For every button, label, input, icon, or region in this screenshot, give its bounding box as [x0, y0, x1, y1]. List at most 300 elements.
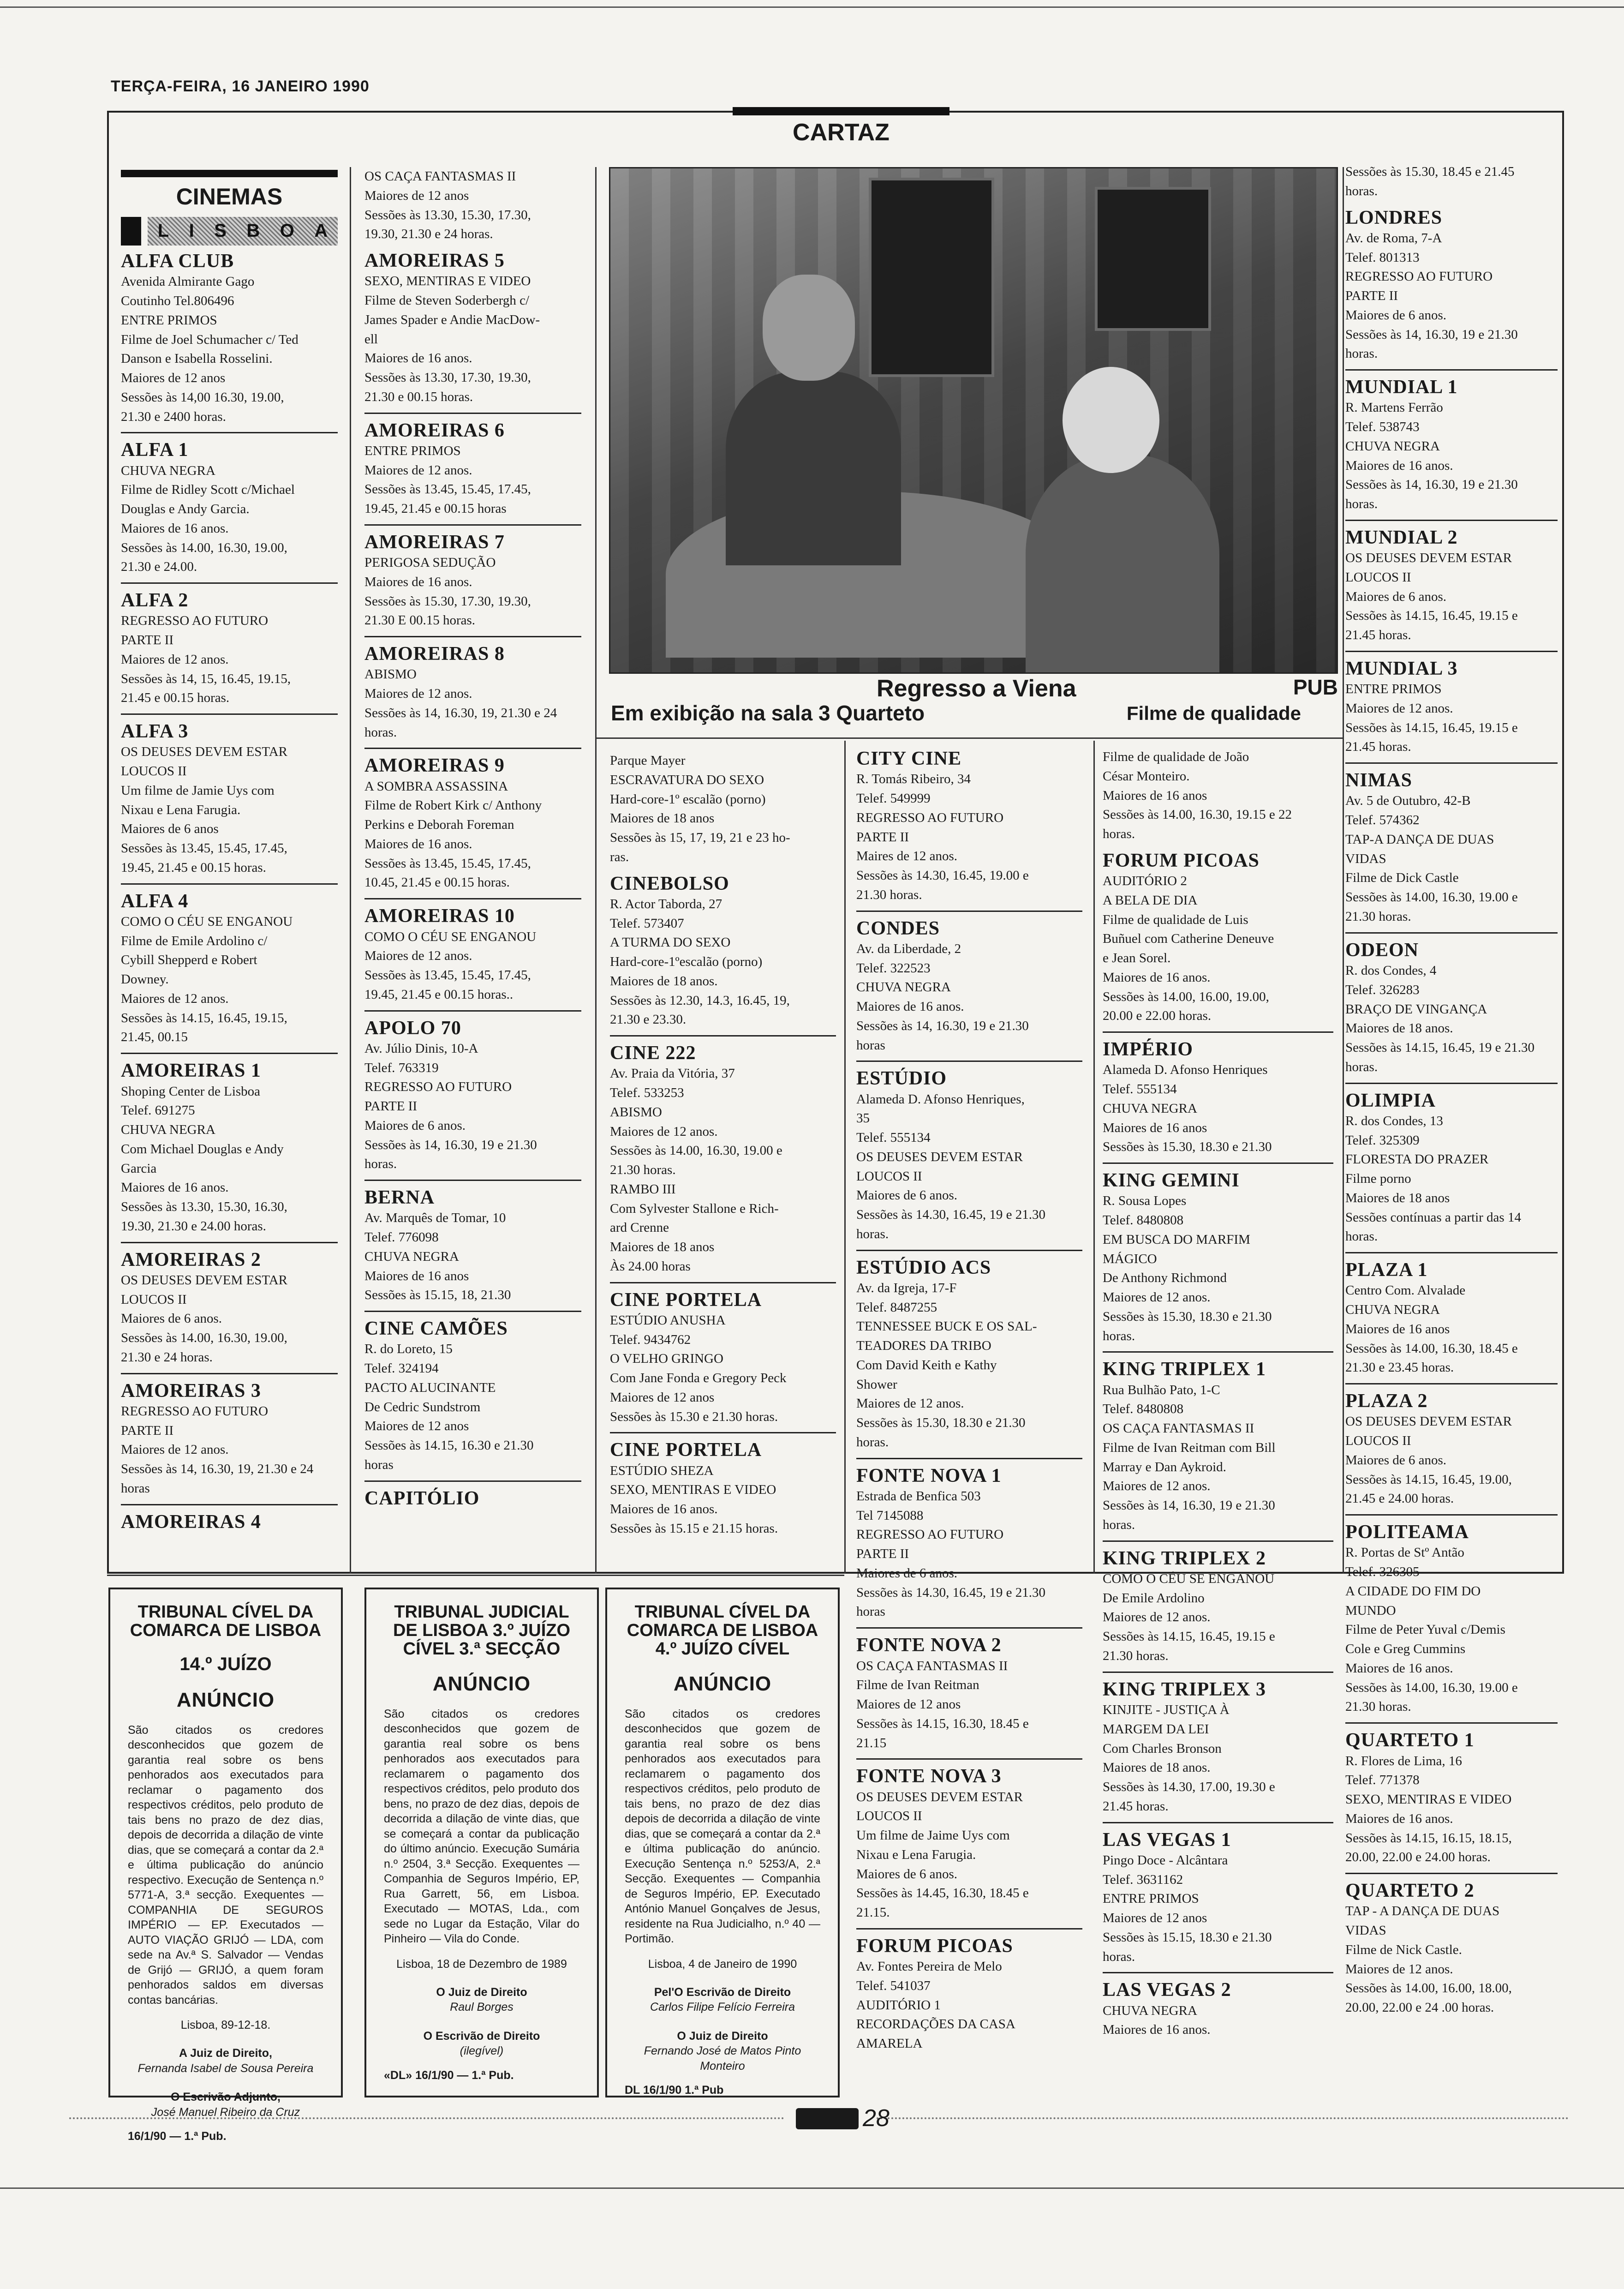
listing-line: Sessões às 14.00, 16.30, 19.00 e	[1345, 1680, 1518, 1695]
listing-line: 21.45, 00.15	[121, 1030, 188, 1045]
listing-line: Telef. 541037	[856, 1978, 931, 1993]
listing-line: Sessões às 14.45, 16.30, 18.45 e	[856, 1886, 1029, 1901]
listing-line: Maiores de 16 anos	[1103, 788, 1207, 803]
listing-line: 19.45, 21.45 e 00.15 horas.	[121, 860, 266, 875]
listing-line: Sessões às 14.30, 16.45, 19 e 21.30	[856, 1207, 1046, 1222]
listing-line: CHUVA NEGRA	[121, 463, 215, 478]
listing-line: Filme de Nick Castle.	[1345, 1942, 1462, 1957]
listing-line: Sessões às 14.00, 16.30, 19.15 e 22	[1103, 807, 1292, 822]
cinema-entry	[1345, 1252, 1558, 1378]
photo-woman-head	[1063, 367, 1159, 473]
cinema-entry	[1345, 207, 1558, 364]
listing-line: Sessões às 14.15, 16.30, 18.45 e	[856, 1716, 1029, 1731]
cinema-entry	[856, 1627, 1082, 1753]
cinema-entry	[856, 1061, 1082, 1244]
listing-line: Sessões às 13.30, 17.30, 19.30,	[364, 370, 531, 385]
listing-line: 19.45, 21.45 e 00.15 horas	[364, 501, 507, 516]
listing-line: horas.	[1103, 827, 1135, 841]
listing-line: Maiores de 12 anos.	[1103, 1290, 1211, 1305]
listing-line: Maiores de 6 anos.	[1345, 307, 1447, 323]
cinema-entry	[121, 713, 338, 878]
listing-line: COMO O CÉU SE ENGANOU	[364, 929, 537, 944]
cinema-name: AMOREIRAS 7	[364, 531, 505, 553]
listing-line: Maiores de 12 anos.	[121, 1442, 229, 1457]
listing-line: R. dos Condes, 13	[1345, 1113, 1443, 1128]
listing-line: MÁGICO	[1103, 1251, 1157, 1266]
listing-line: César Monteiro.	[1103, 768, 1190, 784]
cinema-entry	[856, 748, 1082, 905]
listing-line: Sessões às 15, 17, 19, 21 e 23 ho-	[610, 830, 790, 845]
cinema-name: PLAZA 2	[1345, 1390, 1428, 1412]
listing-line: Alameda D. Afonso Henriques	[1103, 1062, 1268, 1078]
listing-line: TENNESSEE BUCK E OS SAL-	[856, 1319, 1037, 1334]
listing-line: Telef. 549999	[856, 791, 931, 806]
listing-line: Av. de Roma, 7-A	[1345, 230, 1442, 246]
listing-line: Maiores de 12 anos.	[1345, 701, 1453, 716]
listing-line: 21.30 e 24.00.	[121, 559, 197, 575]
listing-line: Avenida Almirante Gago	[121, 274, 255, 289]
listing-line: 21.45 horas.	[1103, 1798, 1169, 1814]
cinema-name: CINE CAMÕES	[364, 1318, 508, 1340]
listing-line: horas.	[1345, 497, 1378, 512]
cinema-name: QUARTETO 2	[1345, 1880, 1475, 1902]
listing-line: MUNDO	[1345, 1603, 1396, 1618]
listing-line: Sessões às 14.00, 16.00, 18.00,	[1345, 1981, 1512, 1996]
listing-line: Parque Mayer	[610, 753, 686, 768]
listing-line: Cybill Shepperd e Robert	[121, 953, 257, 968]
quality-note: Filme de qualidade	[1126, 702, 1301, 724]
region-letter: O	[280, 221, 294, 241]
listing-line: Filme de Dick Castle	[1345, 870, 1459, 886]
listing-line: CHUVA NEGRA	[364, 1249, 459, 1264]
cinema-name: AMOREIRAS 4	[121, 1511, 261, 1533]
listing-line: Telef. 8480808	[1103, 1402, 1184, 1417]
listing-line: Filme de Robert Kirk c/ Anthony	[364, 798, 542, 813]
listing-line: Sessões às 15.15 e 21.15 horas.	[610, 1521, 778, 1536]
cinema-entry-continued	[1345, 162, 1558, 201]
listing-line: OS DEUSES DEVEM ESTAR	[1345, 1414, 1512, 1429]
listing-line: Um filme de Jamie Uys com	[121, 783, 275, 798]
cinema-entry-continued	[610, 751, 836, 867]
listing-line: VIDAS	[1345, 1923, 1386, 1938]
listing-line: Telef. 3631162	[1103, 1872, 1183, 1887]
listing-line: Filme de Ridley Scott c/Michael	[121, 482, 295, 497]
cinema-name: AMOREIRAS 8	[364, 643, 505, 665]
listing-line: Sessões às 14, 16.30, 19, 21.30 e 24	[121, 1462, 314, 1477]
cinema-name: FONTE NOVA 2	[856, 1635, 1002, 1656]
listing-line: A BELA DE DIA	[1103, 893, 1198, 908]
listing-line: OS DEUSES DEVEM ESTAR	[121, 744, 288, 760]
listing-line: Av. Fontes Pereira de Melo	[856, 1959, 1002, 1974]
listing-line: Sessões às 14.15, 16.45, 19.15 e	[1103, 1629, 1275, 1644]
listing-line: Maiores de 12 anos	[121, 371, 226, 386]
photo-soldier-head	[763, 275, 855, 381]
listing-line: Maiores de 6 anos.	[856, 1866, 958, 1882]
listing-line: LOUCOS II	[1345, 1433, 1411, 1449]
listing-line: Estrada de Benfica 503	[856, 1488, 981, 1504]
listing-line: De Emile Ardolino	[1103, 1590, 1205, 1606]
region-letter: I	[189, 221, 194, 241]
region-letter: L	[157, 221, 169, 241]
listing-line: AMARELA	[856, 2036, 923, 2051]
notice-heading: ANÚNCIO	[432, 1672, 531, 1695]
cinema-entry	[121, 1373, 338, 1498]
notice-signature	[128, 2046, 323, 2076]
listing-line: Sessões às 14, 16.30, 19 e 21.30	[1345, 477, 1518, 492]
cinema-entry	[610, 873, 836, 1030]
cinema-name: APOLO 70	[364, 1017, 461, 1039]
column-6	[1345, 162, 1558, 2023]
listing-line: Telef. 324194	[364, 1361, 439, 1376]
listing-line: 21.45 e 24.00 horas.	[1345, 1491, 1454, 1506]
listing-line: Maiores de 16 anos.	[1103, 970, 1211, 985]
notice-court: TRIBUNAL CÍVEL DA COMARCA DE LISBOA 4.º JUÍZO CÍVEL	[627, 1602, 818, 1659]
listing-line: James Spader e Andie MacDow-	[364, 312, 540, 327]
listing-line: Maiores de 12 anos.	[121, 991, 229, 1006]
listing-line: Telef. 574362	[1345, 813, 1420, 828]
cinema-entry	[1103, 1351, 1333, 1534]
cinema-name: QUARTETO 1	[1345, 1730, 1475, 1751]
listing-line: CHUVA NEGRA	[1345, 1302, 1440, 1318]
listing-line: Sessões às 14.15, 16.45, 19 e 21.30	[1345, 1040, 1535, 1055]
listing-line: Nixau e Lena Farugia.	[856, 1847, 976, 1862]
listing-line: Maiores de 12 anos.	[121, 652, 229, 667]
listing-line: R. Tomás Ribeiro, 34	[856, 772, 971, 787]
listing-line: A TURMA DO SEXO	[610, 935, 731, 950]
listing-line: Sessões às 15.30, 18.45 e 21.45	[1345, 164, 1515, 179]
listing-line: horas.	[1103, 1949, 1135, 1964]
region-band	[121, 217, 338, 246]
listing-line: De Anthony Richmond	[1103, 1270, 1227, 1286]
listing-line: PARTE II	[121, 1423, 174, 1438]
listing-line: Sessões às 14, 16.30, 19 e 21.30	[856, 1018, 1029, 1033]
listing-line: 21.30 horas.	[610, 1162, 676, 1178]
listing-line: Maiores de 12 anos.	[364, 686, 472, 701]
cinema-name: AMOREIRAS 6	[364, 419, 505, 441]
listing-line: Telef. 555134	[856, 1130, 931, 1145]
court-notice	[605, 1588, 840, 2097]
listing-line: ESTÚDIO ANUSHA	[610, 1312, 726, 1328]
cinema-name: LONDRES	[1345, 207, 1443, 228]
notice-publication: DL 16/1/90 1.ª Pub	[625, 2084, 724, 2097]
listing-line: LOUCOS II	[856, 1809, 922, 1824]
listing-line: TAP - A DANÇA DE DUAS	[1345, 1904, 1500, 1919]
listing-line: Maiores de 12 anos	[1103, 1911, 1207, 1926]
listing-line: 21.45 e 00.15 horas.	[121, 690, 230, 706]
listing-line: Perkins e Deborah Foreman	[364, 817, 514, 833]
listing-line: SEXO, MENTIRAS E VIDEO	[610, 1482, 776, 1498]
cinema-name: ALFA CLUB	[121, 251, 234, 272]
cinema-name: KING TRIPLEX 1	[1103, 1359, 1266, 1380]
notice-body: São citados os credores desconhecidos que gozem de garantia real sobre os bens penhorados aos executados para reclamar o pagamento dos respectivos créditos, pelo produto de tais bens no prazo de dez dias, depois de decorrida a dilação de vinte dias, que se começará a contar da 2.ª e última publicação do anúncio respectivo. Execução de Sentença n.º 5771-A, 3.ª secção. Exequentes — COMPANHIA DE SEGUROS IMPÉRIO — EP. Executados — AUTO VIAÇÃO GRIJÓ — LDA, com sede na Av.ª S. Salvador — Vendas de Grijó — GRIJÓ, a quem foram penhorados saldos em diversas contas bancárias.	[128, 1723, 323, 2007]
cinema-entry	[364, 636, 581, 742]
cinema-name: AMOREIRAS 9	[364, 755, 505, 777]
listing-line: Maiores de 16 anos.	[1345, 1660, 1453, 1676]
listing-line: Telef. 8480808	[1103, 1213, 1184, 1228]
listing-line: BRAÇO DE VINGANÇA	[1345, 1001, 1487, 1017]
listing-line: Telef. 691275	[121, 1103, 195, 1118]
listing-line: Às 24.00 horas	[610, 1258, 691, 1274]
listing-line: horas.	[856, 1434, 889, 1450]
listing-line: Danson e Isabella Rosselini.	[121, 351, 273, 366]
listing-line: Marray e Dan Aykroid.	[1103, 1459, 1226, 1474]
listing-line: Av. da Liberdade, 2	[856, 941, 961, 956]
cinema-name: ODEON	[1345, 939, 1419, 961]
listing-line: AUDITÓRIO 2	[1103, 874, 1187, 889]
cinema-entry	[1345, 762, 1558, 927]
cinema-name: PLAZA 1	[1345, 1259, 1428, 1281]
listing-line: Maiores de 12 anos.	[1103, 1610, 1211, 1625]
notice-body: São citados os credores desconhecidos que gozem de garantia real sobre os bens penhorados aos executados para reclamarem o pagamento dos respectivos créditos, pelo produto de tais bens, no prazo de dez dias depois de decorrida a dilação de vinte dias, que se começará a contar da 2.ª e última publicação do anúncio. Execução Sentença n.º 5253/A, 2.ª Secção. Exequentes — Companhia de Seguros Império, EP. Executado António Manuel Gonçalves de Jesus, residente na Rua Judicialho, n.º 40 — Portimão.	[625, 1707, 820, 1946]
listing-line: AUDITÓRIO 1	[856, 1997, 941, 2013]
listing-line: 35	[856, 1111, 870, 1126]
listing-line: PARTE II	[856, 1546, 909, 1562]
cinema-name: MUNDIAL 1	[1345, 377, 1458, 398]
cinema-name: KING TRIPLEX 2	[1103, 1547, 1266, 1569]
cinema-entry	[1103, 1162, 1333, 1346]
listing-line: Hard-core-1ºescalão (porno)	[610, 954, 763, 970]
listing-line: 19.30, 21.30 e 24 horas.	[364, 227, 493, 242]
listing-line: Maiores de 16 anos.	[121, 1180, 229, 1195]
listing-line: Sessões às 14.00, 16.30, 19.00 e	[1345, 890, 1518, 905]
cinema-name: MUNDIAL 2	[1345, 527, 1458, 548]
listing-line: Maiores de 18 anos	[610, 811, 715, 826]
listing-line: Com Jane Fonda e Gregory Peck	[610, 1371, 787, 1386]
listing-line: PERIGOSA SEDUÇÃO	[364, 555, 496, 570]
listing-line: Maiores de 16 anos.	[364, 836, 472, 851]
signature-role: A Juiz de Direito,	[179, 2047, 272, 2060]
listing-line: Sessões às 14.00, 16.30, 19.00,	[121, 540, 287, 555]
cinema-name: FONTE NOVA 1	[856, 1465, 1002, 1486]
cinema-entry	[856, 1758, 1082, 1923]
cinema-entry	[1345, 1873, 1558, 2018]
listing-line: 20.00 e 22.00 horas.	[1103, 1008, 1212, 1024]
cinema-entry	[364, 1180, 581, 1305]
cinema-name: ALFA 3	[121, 721, 189, 743]
listing-line: Maiores de 16 anos	[1103, 1120, 1207, 1135]
listing-line: REGRESSO AO FUTURO	[364, 1079, 512, 1095]
listing-line: 20.00, 22.00 e 24 .00 horas.	[1345, 2000, 1494, 2015]
listing-line: Telef. 555134	[1103, 1082, 1177, 1097]
cinema-name: ESTÚDIO	[856, 1068, 947, 1090]
listing-line: CHUVA NEGRA	[1103, 1101, 1197, 1116]
listing-line: Buñuel com Catherine Deneuve	[1103, 931, 1274, 947]
cinema-entry	[1103, 1031, 1333, 1157]
cinema-name: POLITEAMA	[1345, 1522, 1469, 1543]
listing-line: Garcia	[121, 1161, 157, 1176]
listing-line: 21.30 e 00.15 horas.	[364, 389, 473, 404]
listing-line: Av. da Igreja, 17-F	[856, 1280, 957, 1295]
listing-line: Filme de Joel Schumacher c/ Ted	[121, 332, 299, 347]
listing-line: Sessões às 12.30, 14.3, 16.45, 19,	[610, 993, 790, 1008]
column-3	[610, 751, 836, 1544]
listing-line: 21.30 E 00.15 horas.	[364, 613, 476, 628]
listing-line: Maiores de 6 anos.	[856, 1188, 958, 1203]
notice-heading: ANÚNCIO	[673, 1672, 772, 1695]
listing-line: Sessões às 14, 16.30, 19, 21.30 e 24	[364, 705, 557, 720]
listing-line: 21.30 e 24 horas.	[121, 1349, 213, 1365]
cinema-name: LAS VEGAS 1	[1103, 1829, 1231, 1851]
signature-name: Carlos Filipe Felício Ferreira	[650, 2001, 795, 2014]
listing-line: Maiores de 18 anos.	[1103, 1760, 1211, 1775]
listing-line: Com Sylvester Stallone e Rich-	[610, 1201, 779, 1216]
listing-line: Maiores de 16 anos.	[1345, 458, 1453, 473]
listing-line: CHUVA NEGRA	[856, 980, 951, 995]
listing-line: R. Actor Taborda, 27	[610, 896, 722, 911]
listing-line: horas.	[1345, 183, 1378, 198]
listing-line: R. dos Condes, 4	[1345, 963, 1437, 978]
listing-line: Telef. 763319	[364, 1060, 439, 1075]
listing-line: 21.30 horas.	[1345, 909, 1411, 924]
listing-line: Sessões às 14, 16.30, 19 e 21.30	[1345, 327, 1518, 342]
listing-line: EM BUSCA DO MARFIM	[1103, 1232, 1250, 1247]
listing-line: OS CAÇA FANTASMAS II	[364, 169, 516, 184]
listing-line: Maiores de 12 anos.	[1103, 1479, 1211, 1494]
listing-line: 19.30, 21.30 e 24.00 horas.	[121, 1218, 266, 1234]
listing-line: Av. Marquês de Tomar, 10	[364, 1210, 506, 1226]
listing-line: LOUCOS II	[121, 764, 187, 779]
column-2	[364, 167, 581, 1515]
listing-line: OS DEUSES DEVEM ESTAR	[121, 1272, 288, 1288]
listing-line: Telef. 9434762	[610, 1332, 691, 1347]
listing-line: Cole e Greg Cummins	[1345, 1642, 1466, 1657]
listing-line: CHUVA NEGRA	[121, 1122, 215, 1138]
column-rule	[595, 167, 597, 1574]
cinema-name: OLIMPIA	[1345, 1090, 1436, 1111]
listing-line: Sessões às 13.45, 15.45, 17.45,	[364, 968, 531, 983]
listing-line: PARTE II	[121, 633, 174, 648]
listing-line: Sessões às 14, 16.30, 19 e 21.30	[364, 1137, 537, 1152]
cinema-name: AMOREIRAS 2	[121, 1249, 261, 1270]
listing-line: O VELHO GRINGO	[610, 1351, 723, 1366]
cinema-entry	[610, 1432, 836, 1538]
listing-line: Sessões às 15.30 e 21.30 horas.	[610, 1409, 778, 1424]
listing-line: Maiores de 12 anos	[364, 188, 469, 203]
cinema-name: CITY CINE	[856, 748, 961, 769]
listing-line: Maiores de 16 anos.	[121, 521, 229, 536]
listing-line: R. Sousa Lopes	[1103, 1193, 1187, 1209]
listing-line: Maiores de 12 anos.	[1345, 1961, 1453, 1977]
cinema-entry	[121, 1504, 338, 1533]
listing-line: horas.	[364, 1156, 397, 1172]
listing-line: Pingo Doce - Alcântara	[1103, 1852, 1228, 1868]
listing-line: horas	[856, 1037, 885, 1053]
listing-line: horas.	[856, 1226, 889, 1241]
listing-line: Maiores de 16 anos.	[364, 351, 472, 366]
listing-line: Sessões às 14.15, 16.45, 19.15,	[121, 1010, 287, 1025]
signature-name: (ilegível)	[460, 2044, 504, 2058]
listing-line: Com David Keith e Kathy	[856, 1357, 997, 1372]
listing-line: SEXO, MENTIRAS E VIDEO	[364, 274, 531, 289]
listing-line: 19.45, 21.45 e 00.15 horas..	[364, 987, 513, 1002]
listing-line: Sessões às 14, 16.30, 19 e 21.30	[1103, 1498, 1275, 1513]
listing-line: horas	[364, 1457, 394, 1472]
listing-line: Telef. 801313	[1345, 250, 1420, 265]
listing-line: Telef. 326305	[1345, 1564, 1420, 1580]
cinema-name: FONTE NOVA 3	[856, 1766, 1002, 1787]
listing-line: Rua Bulhão Pato, 1-C	[1103, 1382, 1220, 1397]
listing-line: Telef. 533253	[610, 1085, 684, 1101]
cinema-name: ALFA 2	[121, 590, 189, 611]
photo-window	[869, 178, 994, 377]
listing-line: Sessões às 14.30, 16.45, 19 e 21.30	[856, 1585, 1046, 1600]
cinema-entry	[856, 1458, 1082, 1622]
listing-line: Telef. 573407	[610, 916, 684, 931]
cinema-entry	[856, 1250, 1082, 1452]
column-rule	[1343, 167, 1344, 1574]
cinema-entry	[364, 1480, 581, 1510]
cinema-name: AMOREIRAS 3	[121, 1380, 261, 1402]
cinema-entry	[364, 250, 581, 407]
cinema-entry	[1345, 520, 1558, 645]
listing-line: 21.30 e 23.30.	[610, 1012, 687, 1027]
listing-line: Sessões às 15.30, 18.30 e 21.30	[856, 1415, 1026, 1431]
listing-line: REGRESSO AO FUTURO	[121, 613, 269, 629]
cinema-name: FORUM PICOAS	[856, 1935, 1013, 1957]
cinema-entry	[121, 1242, 338, 1367]
cinema-entry	[1345, 1383, 1558, 1509]
notice-signature	[625, 1985, 820, 2015]
cinema-entry	[1345, 1514, 1558, 1717]
cinema-name: ALFA 4	[121, 890, 189, 912]
listing-line: ESTÚDIO SHEZA	[610, 1463, 714, 1478]
notice-publication: «DL» 16/1/90 — 1.ª Pub.	[384, 2068, 514, 2082]
cinema-name: NIMAS	[1345, 770, 1413, 791]
cinema-name: AMOREIRAS 1	[121, 1060, 261, 1082]
listing-line: COMO O CÉU SE ENGANOU	[1103, 1571, 1275, 1586]
listing-line: RAMBO III	[610, 1181, 676, 1197]
cinema-entry	[121, 883, 338, 1048]
listing-line: Sessões às 14.00, 16.30, 18.45 e	[1345, 1341, 1518, 1356]
listing-line: ENTRE PRIMOS	[1103, 1891, 1199, 1906]
listing-line: Sessões às 15.30, 17.30, 19.30,	[364, 593, 531, 609]
listing-line: Telef. 8487255	[856, 1300, 937, 1315]
listing-line: 21.30 e 2400 horas.	[121, 409, 226, 424]
signature-name: Fernanda Isabel de Sousa Pereira	[137, 2061, 314, 2075]
listing-line: Filme de Steven Soderbergh c/	[364, 293, 530, 308]
listing-line: VIDAS	[1345, 851, 1386, 866]
column-rule	[350, 167, 351, 1574]
listing-line: CHUVA NEGRA	[1345, 438, 1440, 454]
cinema-name: IMPÉRIO	[1103, 1039, 1193, 1061]
photo-caption	[609, 675, 1338, 729]
signature-name: José Manuel Ribeiro da Cruz	[151, 2105, 300, 2119]
page-date: TERÇA-FEIRA, 16 JANEIRO 1990	[111, 78, 370, 95]
listing-line: Telef. 325309	[1345, 1133, 1420, 1148]
pub-tag: PUB	[1293, 675, 1338, 699]
listing-line: ENTRE PRIMOS	[1345, 682, 1442, 697]
listing-line: Sessões às 14,00 16.30, 19.00,	[121, 389, 284, 405]
cinema-entry	[856, 1928, 1082, 2054]
cinema-name: KING GEMINI	[1103, 1170, 1240, 1192]
listing-line: Telef. 322523	[856, 960, 931, 976]
listing-line: TEADORES DA TRIBO	[856, 1338, 991, 1354]
listing-line: Maiores de 6 anos.	[856, 1565, 958, 1581]
listing-line: TAP-A DANÇA DE DUAS	[1345, 832, 1494, 847]
listing-line: PARTE II	[1345, 288, 1398, 304]
notice-date: Lisboa, 89-12-18.	[180, 2019, 271, 2032]
cinema-name: FORUM PICOAS	[1103, 850, 1260, 871]
cinema-entry-continued	[1103, 748, 1333, 844]
listing-line: Sessões às 14.15, 16.15, 18.15,	[1345, 1830, 1512, 1846]
listing-line: Sessões às 13.45, 15.45, 17.45,	[364, 482, 531, 497]
cinema-entry	[1103, 1540, 1333, 1666]
listing-line: LOUCOS II	[1345, 569, 1411, 585]
listing-line: 21.15	[856, 1735, 887, 1750]
listing-line: horas.	[1103, 1517, 1135, 1532]
cinema-entry	[1345, 1083, 1558, 1247]
listing-line: SEXO, MENTIRAS E VIDEO	[1345, 1792, 1512, 1807]
